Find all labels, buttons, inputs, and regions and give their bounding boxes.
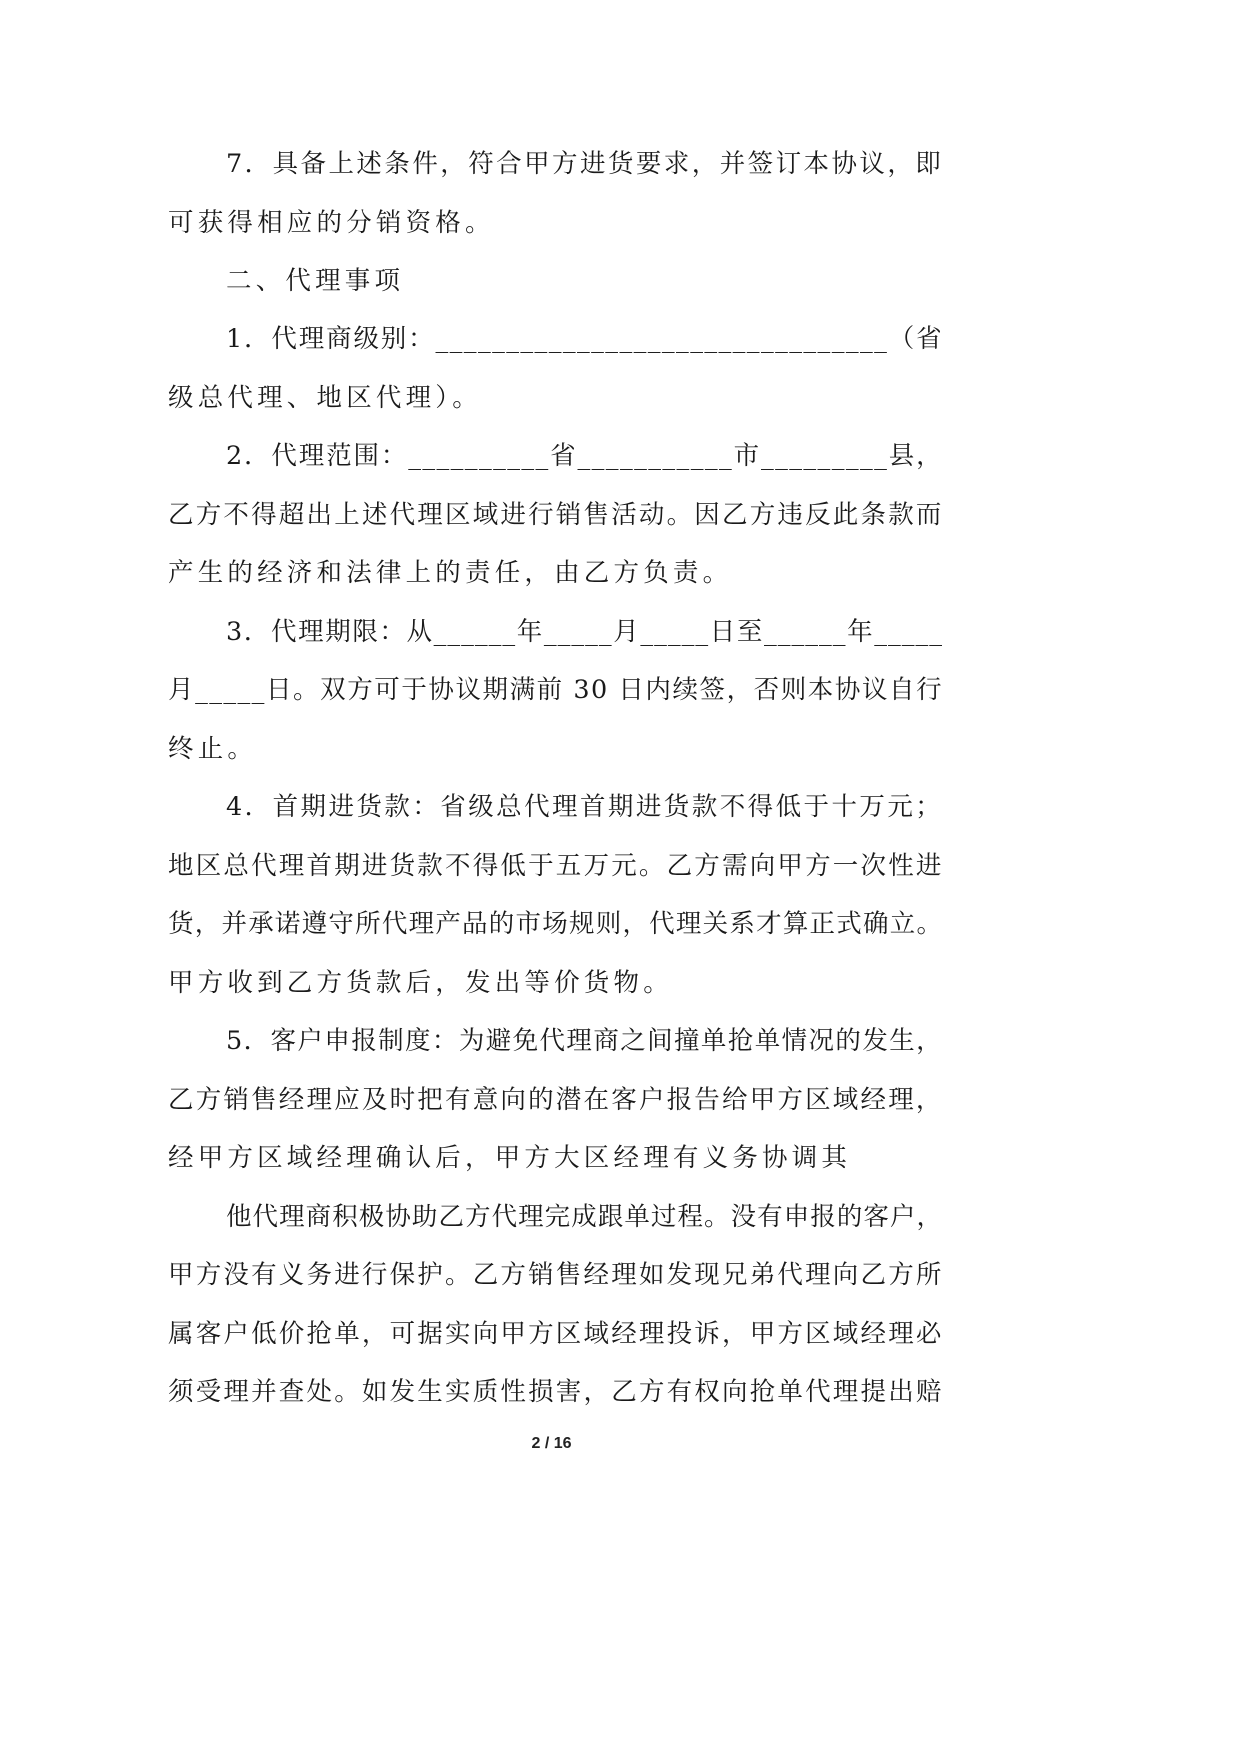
paragraph-line: 1．代理商级别：________________________________（省: [226, 324, 943, 354]
paragraph-line: 可获得相应的分销资格。: [168, 208, 495, 238]
page-number: 2 / 16: [531, 1435, 572, 1452]
paragraph-line: 甲方收到乙方货款后，发出等价货物。: [168, 968, 673, 998]
paragraph-line: 须受理并查处。如发生实质性损害，乙方有权向抢单代理提出赔: [168, 1377, 944, 1407]
paragraph-line: 4．首期进货款：省级总代理首期进货款不得低于十万元；: [226, 792, 943, 822]
paragraph-line: 产生的经济和法律上的责任，由乙方负责。: [168, 558, 733, 588]
paragraph-line: 2．代理范围：__________省___________市_________县，: [226, 441, 943, 471]
paragraph-line: 终止。: [168, 734, 258, 764]
paragraph-line: 级总代理、地区代理）。: [168, 383, 482, 413]
paragraph-line: 甲方没有义务进行保护。乙方销售经理如发现兄弟代理向乙方所: [168, 1260, 944, 1290]
paragraph-line: 乙方不得超出上述代理区域进行销售活动。因乙方违反此条款而: [168, 500, 944, 530]
paragraph-line: 货，并承诺遵守所代理产品的市场规则，代理关系才算正式确立。: [168, 909, 943, 939]
section-heading: 二、代理事项: [226, 266, 405, 296]
paragraph-line: 3．代理期限：从______年_____月_____日至______年_____: [226, 617, 943, 647]
paragraph-line: 乙方销售经理应及时把有意向的潜在客户报告给甲方区域经理，: [168, 1085, 944, 1115]
paragraph-line: 5．客户申报制度：为避免代理商之间撞单抢单情况的发生，: [226, 1026, 944, 1056]
paragraph-line: 属客户低价抢单，可据实向甲方区域经理投诉，甲方区域经理必: [168, 1319, 944, 1349]
paragraph-line: 7．具备上述条件，符合甲方进货要求，并签订本协议，即: [226, 149, 943, 179]
paragraph-line: 经甲方区域经理确认后，甲方大区经理有义务协调其: [168, 1143, 852, 1173]
paragraph-line: 月_____日。双方可于协议期满前 30 日内续签，否则本协议自行: [168, 675, 943, 705]
paragraph-line: 地区总代理首期进货款不得低于五万元。乙方需向甲方一次性进: [168, 851, 944, 881]
paragraph-line: 他代理商积极协助乙方代理完成跟单过程。没有申报的客户，: [226, 1202, 943, 1232]
